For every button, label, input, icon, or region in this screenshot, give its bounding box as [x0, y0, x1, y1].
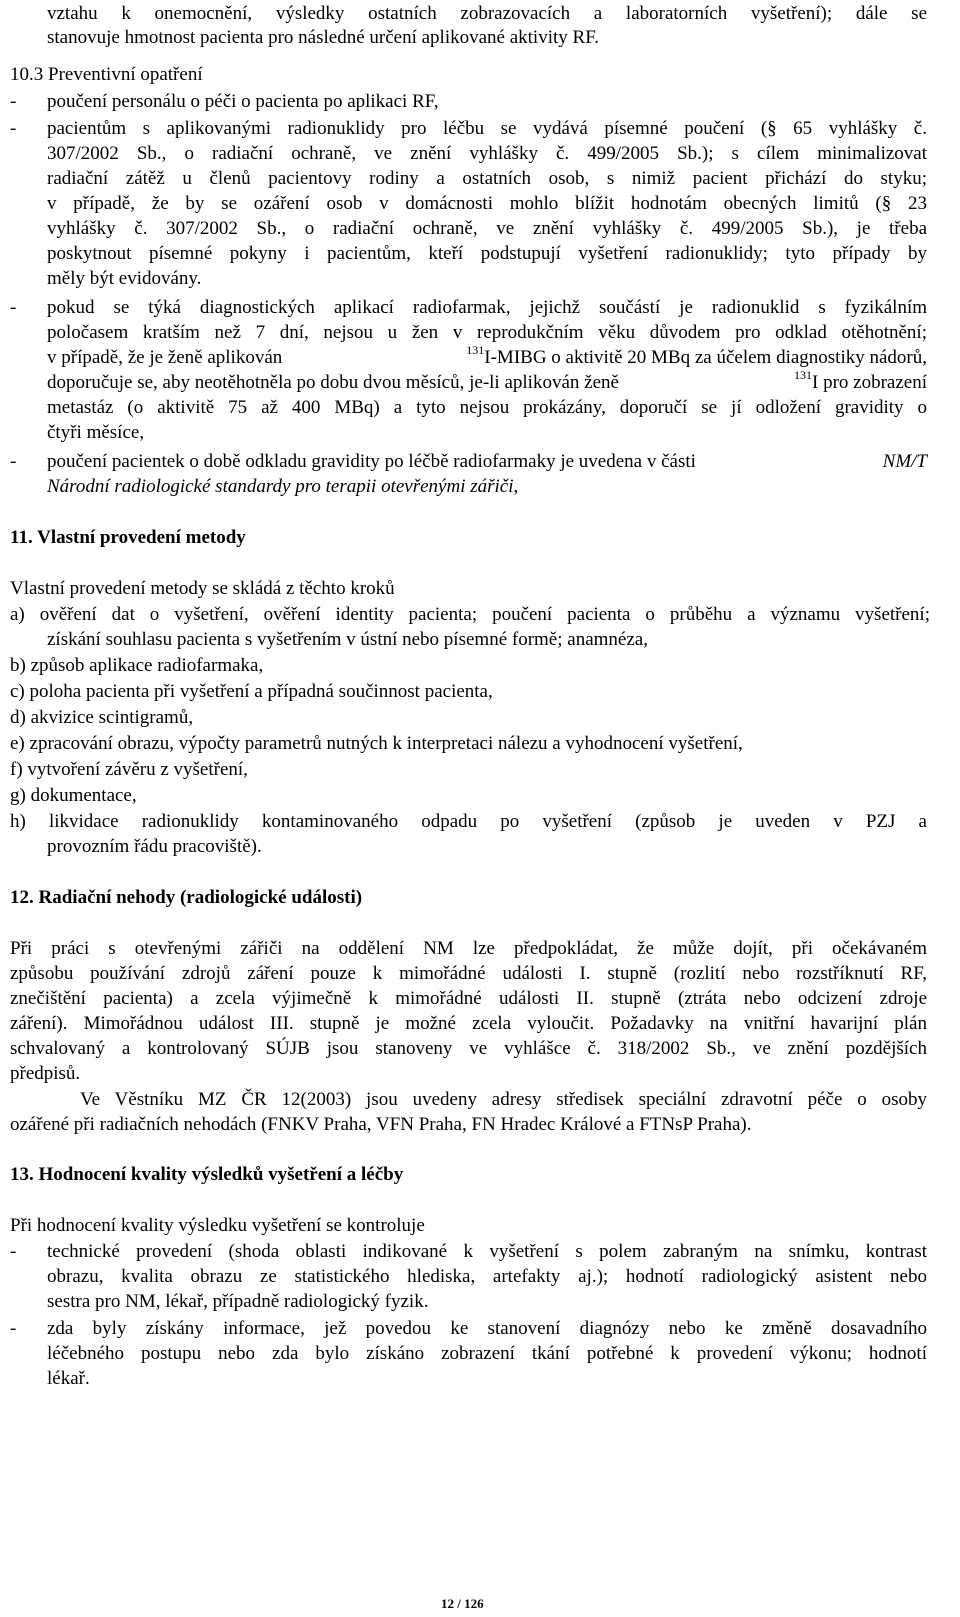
paragraph-line: předpisů. [10, 1063, 81, 1084]
list-item-line [47, 343, 927, 370]
list-item-line: poločasem kratším než 7 dní, nejsou u žen v reprodukčním věku důvodem pro odklad otěhotnění; [47, 322, 927, 343]
list-item-line: měly být evidovány. [47, 268, 202, 289]
list-item-line: v případě, že by se ozáření osob v domácnosti mohlo blížit hodnotám obecných limitů (§ 23 [47, 193, 927, 214]
list-item: pokud se týká diagnostických aplikací radiofarmak, jejichž součástí je radionuklid s fyzikálním [47, 297, 927, 318]
list-item-line: provozním řádu pracoviště). [47, 836, 262, 857]
list-item-line: čtyři měsíce, [47, 422, 145, 443]
text-run: v případě, že je ženě aplikován [47, 347, 283, 368]
list-item-line: obrazu, kvalita obrazu ze statistického hlediska, artefakty aj.); hodnotí radiologický asistent nebo [47, 1266, 927, 1287]
list-dash: - [10, 297, 17, 318]
list-item-line: získání souhlasu pacienta s vyšetřením v ústní nebo písemné formě; anamnéza, [47, 629, 648, 650]
list-item-line: poskytnout písemné pokyny i pacientům, kteří podstupují vyšetření radionuklidy; tyto případy by [47, 243, 927, 264]
section-heading-11: 11. Vlastní provedení metody [10, 527, 246, 548]
list-dash: - [10, 1241, 17, 1262]
isotope-superscript: 131 [794, 368, 812, 382]
paragraph-line: schvalovaný a kontrolovaný SÚJB jsou stanoveny ve vyhlášce č. 318/2002 Sb., ve znění pozdějších [10, 1038, 927, 1059]
list-item: e) zpracování obrazu, výpočty parametrů nutných k interpretaci nálezu a vyhodnocení vyšetření, [10, 733, 743, 754]
list-item: b) způsob aplikace radiofarmaka, [10, 655, 264, 676]
paragraph-line: záření). Mimořádnou událost III. stupně je možné zcela vyloučit. Požadavky na vnitřní havarijní plán [10, 1013, 927, 1034]
isotope-superscript: 131 [466, 343, 485, 357]
page-number: 12 / 126 [441, 1596, 484, 1611]
list-dash: - [10, 91, 17, 112]
text-run: poučení pacientek o době odkladu gravidity po léčbě radiofarmaky je uvedena v části [47, 451, 696, 472]
list-item-line: radiační zátěž u členů pacientovy rodiny a ostatních osob, s nimiž pacient přichází do styku; [47, 168, 927, 189]
section-heading-10-3: 10.3 Preventivní opatření [10, 64, 203, 85]
paragraph-line: ozářené při radiačních nehodách (FNKV Praha, VFN Praha, FN Hradec Králové a FTNsP Praha). [10, 1114, 752, 1135]
list-dash: - [10, 118, 17, 139]
paragraph-line: vztahu k onemocnění, výsledky ostatních zobrazovacích a laboratorních vyšetření); dále se [47, 3, 927, 24]
list-item: f) vytvoření závěru z vyšetření, [10, 759, 248, 780]
paragraph-line: stanovuje hmotnost pacienta pro následné určení aplikované aktivity RF. [47, 27, 599, 48]
paragraph-line: Při práci s otevřenými zářiči na oddělení NM lze předpokládat, že může dojít, při očekávaném [10, 938, 927, 959]
paragraph-line: Při hodnocení kvality výsledku vyšetření se kontroluje [10, 1215, 425, 1236]
section-heading-12: 12. Radiační nehody (radiologické události) [10, 887, 363, 908]
list-item: d) akvizice scintigramů, [10, 707, 194, 728]
text-run: , [513, 476, 519, 497]
list-item-line [47, 475, 518, 499]
list-item: a) ověření dat o vyšetření, ověření identity pacienta; poučení pacienta o průběhu a významu vyšetření; [10, 604, 930, 625]
standard-reference: Národní radiologické standardy pro terapii otevřenými zářiči [47, 476, 514, 497]
text-run: doporučuje se, aby neotěhotněla po dobu dvou měsíců, je-li aplikován ženě [47, 372, 619, 393]
section-heading-13: 13. Hodnocení kvality výsledků vyšetření a léčby [10, 1164, 404, 1185]
text-run: I pro zobrazení [812, 372, 927, 393]
list-dash: - [10, 451, 17, 472]
list-item: pacientům s aplikovanými radionuklidy pro léčbu se vydává písemné poučení (§ 65 vyhlášky č. [47, 118, 927, 139]
paragraph-line: Vlastní provedení metody se skládá z těchto kroků [10, 578, 395, 599]
list-item-line: sestra pro NM, lékař, případně radiologický fyzik. [47, 1291, 429, 1312]
list-item-line: metastáz (o aktivitě 75 až 400 MBq) a tyto nejsou prokázány, doporučí se jí odložení gravidity o [47, 397, 927, 418]
standard-reference: NM/T [882, 451, 927, 472]
text-run [794, 368, 927, 395]
text-run [466, 343, 927, 370]
list-item-line [47, 368, 927, 395]
list-item-line: vyhlášky č. 307/2002 Sb., o radiační ochraně, ve znění vyhlášky č. 499/2005 Sb.), je třeba [47, 218, 927, 239]
list-item [47, 450, 927, 474]
text-run: I-MIBG o aktivitě 20 MBq za účelem diagnostiky nádorů, [484, 347, 927, 368]
paragraph-line: způsobu používání zdrojů záření pouze k mimořádné události I. stupně (rozlití nebo rozstříknutí RF, [10, 963, 927, 984]
paragraph-line: Ve Věstníku MZ ČR 12(2003) jsou uvedeny adresy středisek speciální zdravotní péče o osoby [80, 1089, 927, 1110]
list-item: h) likvidace radionuklidy kontaminovaného odpadu po vyšetření (způsob je uveden v PZJ a [10, 811, 927, 832]
list-item-line: lékař. [47, 1368, 90, 1389]
list-dash: - [10, 1318, 17, 1339]
list-item-line: 307/2002 Sb., o radiační ochraně, ve znění vyhlášky č. 499/2005 Sb.); s cílem minimalizovat [47, 143, 927, 164]
list-item: zda byly získány informace, jež povedou ke stanovení diagnózy nebo ke změně dosavadního [47, 1318, 927, 1339]
list-item-line: léčebného postupu nebo zda bylo získáno zobrazení tkání potřebné k provedení výkonu; hodnotí [47, 1343, 927, 1364]
paragraph-line: znečištění pacienta) a zcela výjimečně k mimořádné události II. stupně (ztráta nebo odcizení zdroje [10, 988, 927, 1009]
list-item: g) dokumentace, [10, 785, 137, 806]
list-item: technické provedení (shoda oblasti indikované k vyšetření s polem zabraným na snímku, kontrast [47, 1241, 927, 1262]
list-item: c) poloha pacienta při vyšetření a případná součinnost pacienta, [10, 681, 493, 702]
list-item: poučení personálu o péči o pacienta po aplikaci RF, [47, 91, 439, 112]
